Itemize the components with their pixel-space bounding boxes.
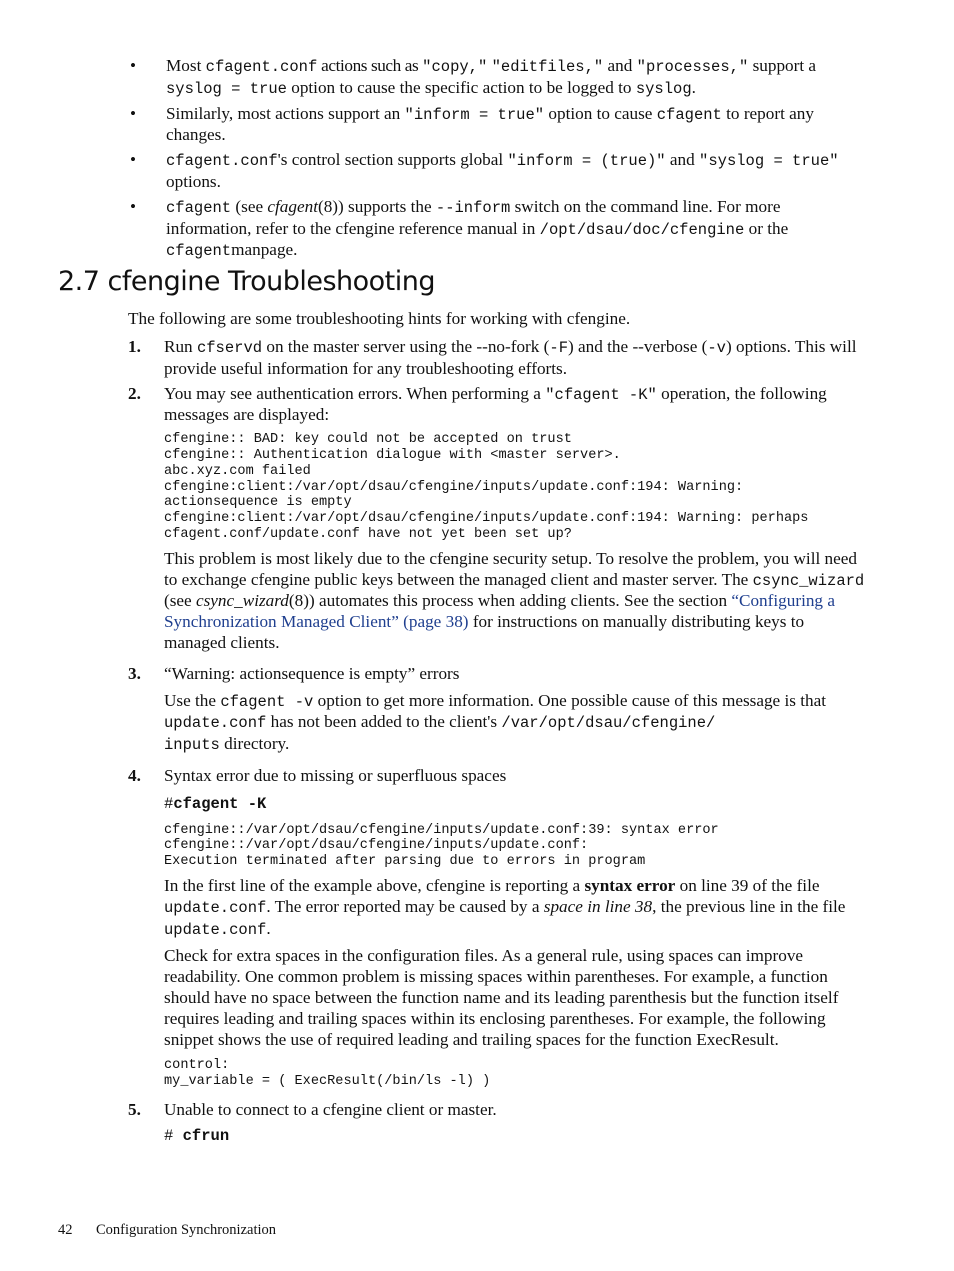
step-paragraph: In the first line of the example above, cfengine is reporting a syntax error on line 39 of the file update.conf. The error reported may be caused by a space in line 38, the previous line in the file update.conf.	[164, 875, 846, 939]
step-body	[164, 1100, 870, 1147]
step-number: 4.	[128, 765, 141, 785]
troubleshooting-steps	[128, 337, 870, 1146]
step-title: Unable to connect to a cfengine client or master.	[164, 1099, 497, 1119]
step-number: 3.	[128, 663, 141, 683]
step-3	[128, 664, 870, 756]
list-item	[128, 104, 870, 147]
step-number: 2.	[128, 383, 141, 403]
section-heading: 2.7 cfengine Troubleshooting	[58, 266, 436, 297]
bullet-text: Similarly, most actions support an "inform = true" option to cause cfagent to report any changes.	[166, 103, 814, 145]
step-4	[128, 766, 870, 1090]
step-2	[128, 384, 870, 654]
page-number: 42	[58, 1222, 73, 1238]
step-paragraph: Check for extra spaces in the configuration files. As a general rule, using spaces can improve readability. One common problem is missing spaces within parentheses. For example, a function should have no space between the function name and its leading parenthesis but the function itself requires leading and trailing spaces within its enclosing parentheses. For example, the following snippet shows the use of required leading and trailing spaces for the function ExecResult.	[164, 946, 839, 1049]
code-block: cfengine:: BAD: key could not be accepted on trust cfengine:: Authentication dialogue with <master server>. abc.xyz.com failed cfengine:client:/var/opt/dsau/cfengine/inputs/update.conf:194: Warning: actionsequence is empty cfengine:client:/var/opt/dsau/cfengine/inputs/update.conf:194: Warning: perhaps cfagent.conf/update.conf have not yet been set up?	[164, 432, 809, 542]
step-1	[128, 337, 870, 380]
bullet-icon: •	[130, 103, 137, 123]
cross-reference-link[interactable]: “Configuring a Synchronization Managed Client” (page 38)	[164, 591, 835, 632]
list-item	[128, 197, 870, 262]
bullet-icon: •	[130, 56, 137, 75]
list-item	[128, 150, 870, 193]
bullet-text: Most cfagent.conf actions such as "copy," "editfiles," and "processes," support a syslog = true option to cause the specific action to be logged to syslog.	[166, 56, 817, 98]
chapter-title: Configuration Synchronization	[96, 1222, 277, 1238]
code-block: cfengine::/var/opt/dsau/cfengine/inputs/update.conf:39: syntax error cfengine::/var/opt/dsau/cfengine/inputs/update.conf: Execution terminated after parsing due to errors in program	[164, 822, 719, 870]
step-number: 5.	[128, 1099, 141, 1119]
command-line: # cfrun	[164, 1126, 230, 1145]
step-body	[164, 766, 870, 1090]
section-intro: The following are some troubleshooting hints for working with cfengine.	[128, 309, 631, 328]
step-text: Run cfservd on the master server using the --no-fork (-F) and the --verbose (-v) options. This will provide useful information for any troubleshooting efforts.	[164, 337, 857, 378]
page-footer	[58, 1222, 276, 1239]
step-title: “Warning: actionsequence is empty” errors	[164, 663, 460, 683]
step-text: You may see authentication errors. When performing a "cfagent -K" operation, the following messages are displayed:	[164, 383, 827, 425]
step-5	[128, 1100, 870, 1147]
bullet-icon: •	[130, 150, 137, 170]
step-paragraph: This problem is most likely due to the cfengine security setup. To resolve the problem, you will need to exchange cfengine public keys between the managed client and master server. The csync_wizard (see csync_wizard(8)) automates this process when adding clients. See the section “Configuring a Synchronization Managed Client” (page 38) for instructions on manually distributing keys to managed clients.	[164, 548, 865, 652]
bullet-text: cfagent.conf's control section supports global "inform = (true)" and "syslog = true" options.	[166, 150, 839, 191]
code-block: control: my_variable = ( ExecResult(/bin/ls -l) )	[164, 1058, 491, 1090]
step-number: 1.	[128, 337, 141, 356]
bullet-text: cfagent (see cfagent(8)) supports the --inform switch on the command line. For more information, refer to the cfengine reference manual in /opt/dsau/doc/cfengine or the cfagentmanpage.	[166, 196, 789, 261]
step-paragraph: Use the cfagent -v option to get more information. One possible cause of this message is that update.conf has not been added to the client's /var/opt/dsau/cfengine/ inputs directory.	[164, 690, 827, 755]
command-line: #cfagent -K	[164, 794, 267, 813]
bullet-list	[128, 56, 870, 266]
step-body	[164, 664, 870, 756]
step-body	[164, 384, 870, 654]
step-title: Syntax error due to missing or superfluous spaces	[164, 765, 507, 785]
list-item	[128, 56, 870, 100]
bullet-icon: •	[130, 196, 137, 216]
